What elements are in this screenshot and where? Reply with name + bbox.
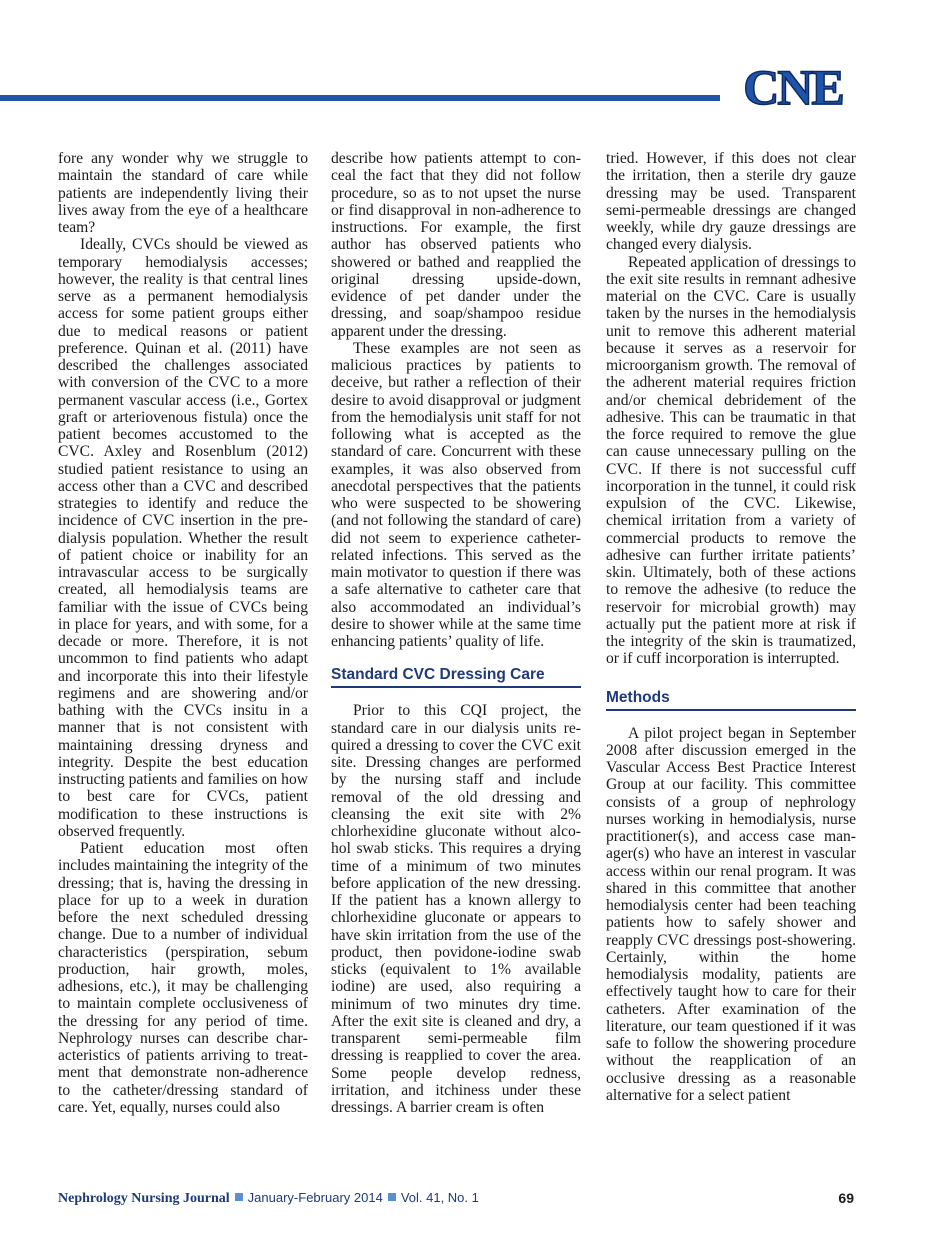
journal-name: Nephrology Nursing Journal [58, 1191, 230, 1206]
col3-body-b [606, 725, 856, 1105]
paragraph: Repeated application of dressings to the exit site results in remnant adhesive material on the CVC. Care is usually taken by the nurses in the hemodialysis unit to remove this adherent material because it serves as a reservoir for microorganism growth. The removal of the adherent material requires friction and/or chemical debridement of the adhesive. This can be traumatic in that the force required to remove the glue can cause unnecessary pulling on the CVC. If there is not successful cuff incorporation in the tunnel, it could risk expulsion of the CVC. Likewise, chemical irritation from a variety of commercial products to remove the adhesive can further irritate patients’ skin. Ultimately, both of these actions to remove the adhesive (to reduce the reservoir for microbial growth) may actually put the patient more at risk if the integrity of the skin is traumatized, or if cuff incorporation is interrupted. [606, 253, 856, 668]
col2-body-b [331, 702, 581, 1116]
paragraph: These examples are not seen as malicious practices by patients to deceive, but rather a reflection of their desire to avoid disapproval or judgment from the hemodialysis unit staff for not following what is accepted as the standard of care. Concurrent with these examples, it was also observed from anecdotal perspectives that the patients who were suspected to be showering (and not following the standard of care) did not seem to experience catheter-related infections. This served as the main motivator to question if there was a safe alternative to catheter care that also accommodated an individual’s desire to shower while at the same time enhancing patients’ quality of life. [331, 339, 581, 650]
column-3 [606, 150, 856, 1104]
cne-logo-text: CNE [743, 60, 843, 110]
paragraph: fore any wonder why we struggle to maintain the standard of care while patients are independently living their lives away from the eye of a healthcare team? [58, 150, 308, 236]
header-rule [0, 95, 720, 101]
section-heading-standard-cvc-dressing-care: Standard CVC Dressing Care [331, 666, 581, 688]
column-2 [331, 150, 581, 1116]
col2-body [331, 150, 581, 650]
paragraph: Ideally, CVCs should be viewed as temporary hemodialysis accesses; however, the reality is that central lines serve as a permanent hemodialysis access for some patient groups either due to medical reasons or patient preference. Quinan et al. (2011) have described the challenges associated with conversion of the CVC to a more permanent vascular access (i.e., Gortex graft or arteriovenous fistula) once the patient becomes accustomed to the CVC. Axley and Rosenblum (2012) studied patient resistance to using an access other than a CVC and described strategies to identify and reduce the incidence of CVC insertion in the pre-dialysis population. Whether the result of patient choice or inability for an intravascular access to be surgically created, all hemodialysis teams are familiar with the issue of CVCs being in place for years, and with some, for a decade or more. Therefore, it is not uncommon to find patients who adapt and incorporate this into their lifestyle regimens and are showering and/or bathing with the CVCs insitu in a manner that is not consistent with maintaining dressing dryness and integrity. Despite the best education instructing patients and families on how to best care for CVCs, patient modification to these instructions is observed frequently. [58, 236, 308, 840]
page-footer [58, 1190, 854, 1210]
paragraph: A pilot project began in September 2008 after discussion emerged in the Vascular Access Best Practice Interest Group at our facility. This committee consists of a group of nephrology nurses working in hemodialysis, nurse practitioner(s), and access case manager(s) who have an interest in vascular access within our renal program. It was shared in this committee that another hemodialysis center had been teaching patients how to safely shower and reapply CVC dressings post-showering. Certainly, within the home hemodialysis modality, patients are effectively taught how to care for their catheters. After examination of the literature, our team questioned if it was safe to follow the showering procedure without the reapplication of an occlusive dressing as a reasonable alternative for a select patient [606, 724, 856, 1104]
col3-body [606, 150, 856, 668]
section-heading-methods: Methods [606, 689, 856, 711]
paragraph: Patient education most often includes maintaining the integrity of the dressing; that is, having the dressing in place for up to a week in duration before the next scheduled dressing change. Due to a number of individual characteristics (perspiration, sebum production, hair growth, moles, adhesions, etc.), it may be challenging to maintain complete occlusiveness of the dressing for any period of time. Nephrology nurses can describe characteristics of patients arriving to treatment that demonstrate non-adherence to the catheter/dressing standard of care. Yet, equally, nurses could also [58, 840, 308, 1116]
column-1 [58, 150, 308, 1116]
cne-logo [728, 60, 858, 110]
paragraph: tried. However, if this does not clear the irritation, then a sterile dry gauze dressing may be used. Transparent semi-permeable dressings are changed weekly, while dry gauze dressings are changed every dialysis. [606, 150, 856, 254]
paragraph: describe how patients attempt to conceal the fact that they did not follow procedure, so as to not upset the nurse or find disapproval in non-adherence to instructions. For example, the first author has observed patients who showered or bathed and reapplied the original dressing upside-down, evidence of pet dander under the dressing, and soap/shampoo residue apparent under the dressing. [331, 150, 581, 340]
issue-date: January-February 2014 [247, 1190, 383, 1205]
paragraph: Prior to this CQI project, the standard care in our dialysis units required a dressing to cover the CVC exit site. Dressing changes are performed by the nursing staff and include removal of the old dressing and cleansing the exit site with 2% chlorhexidine gluconate without alcohol swab sticks. This requires a drying time of a minimum of two minutes before application of the new dressing. If the patient has a known allergy to chlorhexidine gluconate or appears to have skin irritation from the use of the product, then povidone-iodine swab sticks (equivalent to 1% available iodine) are used, also requiring a minimum of two minutes dry time. After the exit site is cleaned and dry, a transparent semi-permeable film dressing is reapplied to cover the area. Some people develop redness, irritation, and itchiness under these dressings. A barrier cream is often [331, 702, 581, 1116]
col1-body [58, 150, 308, 1116]
volume-number: Vol. 41, No. 1 [400, 1190, 479, 1205]
page-number: 69 [838, 1190, 854, 1206]
square-bullet-icon [235, 1193, 243, 1201]
square-bullet-icon [388, 1193, 396, 1201]
